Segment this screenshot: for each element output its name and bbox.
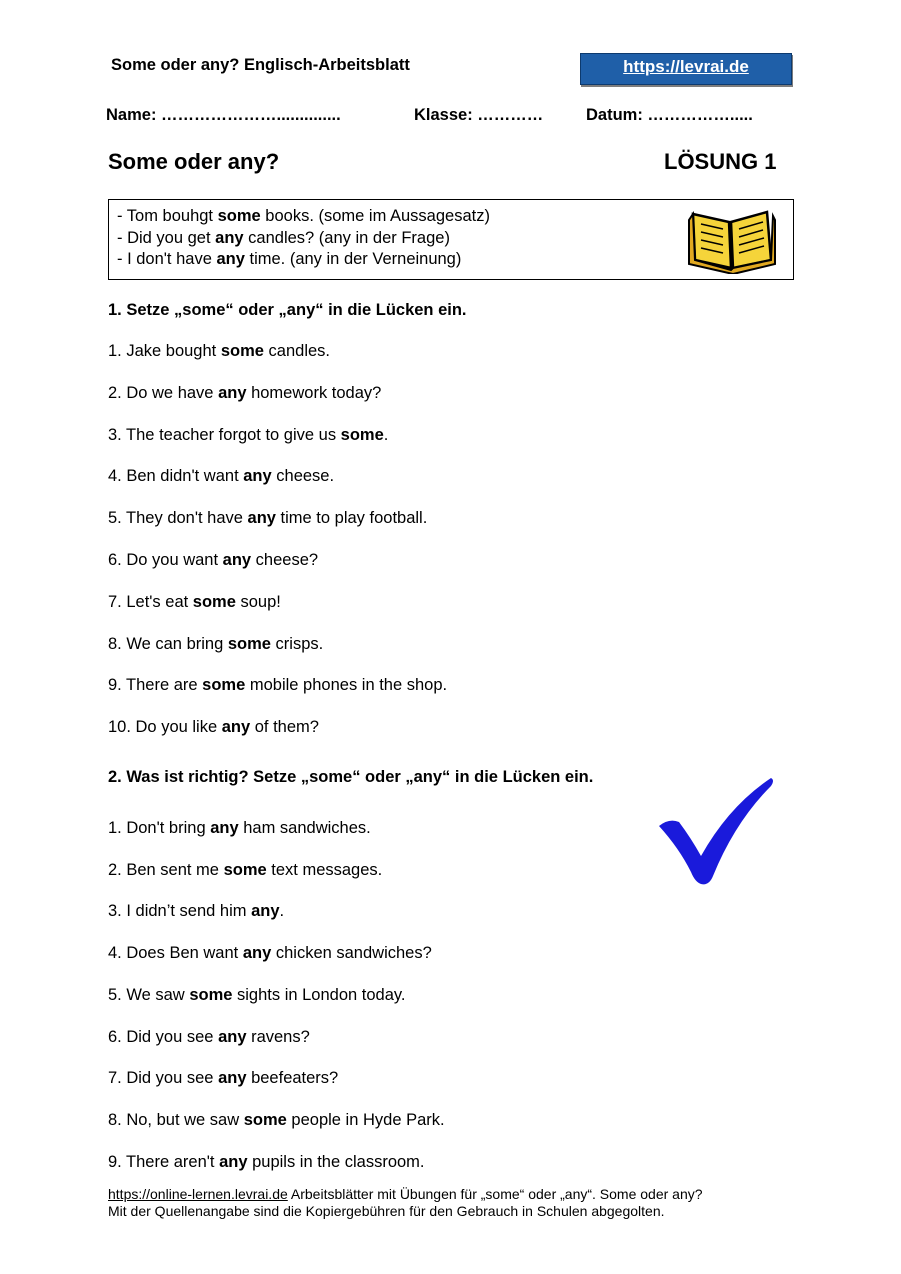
answer-word: any [242, 944, 272, 963]
footer-line-2: Mit der Quellenangabe sind die Kopiergebühren für den Gebrauch in Schulen abgegolten. [108, 1203, 665, 1219]
open-book-icon [687, 202, 777, 274]
answer-word: some [189, 985, 233, 1004]
date-field: Datum: ……………..... [586, 106, 753, 124]
footer-line-1: https://online-lernen.levrai.de Arbeitsblätter mit Übungen für „some“ oder „any“. Some oder any? [108, 1186, 703, 1202]
exercise-item: 10. Do you like any of them? [108, 718, 319, 737]
section2-heading: 2. Was ist richtig? Setze „some“ oder „any“ in die Lücken ein. [108, 768, 594, 786]
answer-word: some [340, 425, 384, 444]
answer-word: any [218, 1069, 247, 1088]
rule-line: - Did you get any candles? (any in der Frage) [117, 229, 450, 247]
answer-word: some [220, 342, 264, 360]
rule-line: - Tom bouhgt some books. (some im Aussagesatz) [117, 207, 490, 225]
exercise-item: 5. We saw some sights in London today. [108, 985, 406, 1004]
solution-label: LÖSUNG 1 [664, 149, 777, 174]
footer-link[interactable]: https://online-lernen.levrai.de [108, 1186, 288, 1202]
exercise-item: 5. They don't have any time to play football. [108, 509, 428, 528]
exercise-item: 3. The teacher forgot to give us some. [108, 425, 389, 444]
answer-word: any [222, 551, 252, 569]
exercise-item: 6. Do you want any cheese? [108, 551, 319, 569]
answer-word: any [218, 1027, 247, 1046]
answer-word: any [218, 383, 247, 402]
answer-word: any [243, 467, 272, 486]
exercise-item: 7. Let's eat some soup! [108, 592, 281, 611]
name-field: Name: ………………….............. [106, 106, 341, 124]
site-link[interactable]: https://levrai.de [623, 57, 749, 76]
class-field: Klasse: ………… [414, 106, 544, 124]
page-title: Some oder any? [108, 149, 280, 174]
rules-box [108, 199, 794, 280]
answer-word: any [221, 718, 251, 737]
exercise-item: 1. Jake bought some candles. [108, 342, 330, 360]
answer-word: some [227, 634, 271, 653]
exercise-item: 4. Ben didn't want any cheese. [108, 467, 335, 486]
answer-word: some [223, 860, 267, 879]
exercise-item: 4. Does Ben want any chicken sandwiches? [108, 944, 432, 963]
answer-word: any [219, 1152, 248, 1171]
rule-line: - I don't have any time. (any in der Verneinung) [117, 250, 462, 268]
exercise-item: 7. Did you see any beefeaters? [108, 1069, 339, 1088]
checkmark-icon [655, 776, 777, 888]
section1-heading: 1. Setze „some“ oder „any“ in die Lücken ein. [108, 301, 467, 319]
exercise-item: 2. Ben sent me some text messages. [108, 860, 383, 879]
exercise-item: 8. No, but we saw some people in Hyde Park. [108, 1110, 445, 1129]
site-link-box[interactable] [580, 53, 792, 85]
answer-word: any [210, 819, 239, 837]
worksheet-header-title: Some oder any? Englisch-Arbeitsblatt [111, 56, 410, 74]
answer-word: some [243, 1110, 287, 1129]
exercise-item: 9. There aren't any pupils in the classroom. [108, 1152, 425, 1171]
answer-word: any [251, 902, 280, 921]
exercise-item: 9. There are some mobile phones in the shop. [108, 676, 448, 695]
exercise-item: 2. Do we have any homework today? [108, 383, 382, 402]
answer-word: some [192, 592, 236, 611]
exercise-item: 3. I didn’t send him any. [108, 902, 285, 921]
exercise-item: 1. Don't bring any ham sandwiches. [108, 819, 371, 837]
answer-word: any [247, 509, 276, 528]
exercise-item: 6. Did you see any ravens? [108, 1027, 310, 1046]
answer-word: some [202, 676, 246, 695]
exercise-item: 8. We can bring some crisps. [108, 634, 324, 653]
